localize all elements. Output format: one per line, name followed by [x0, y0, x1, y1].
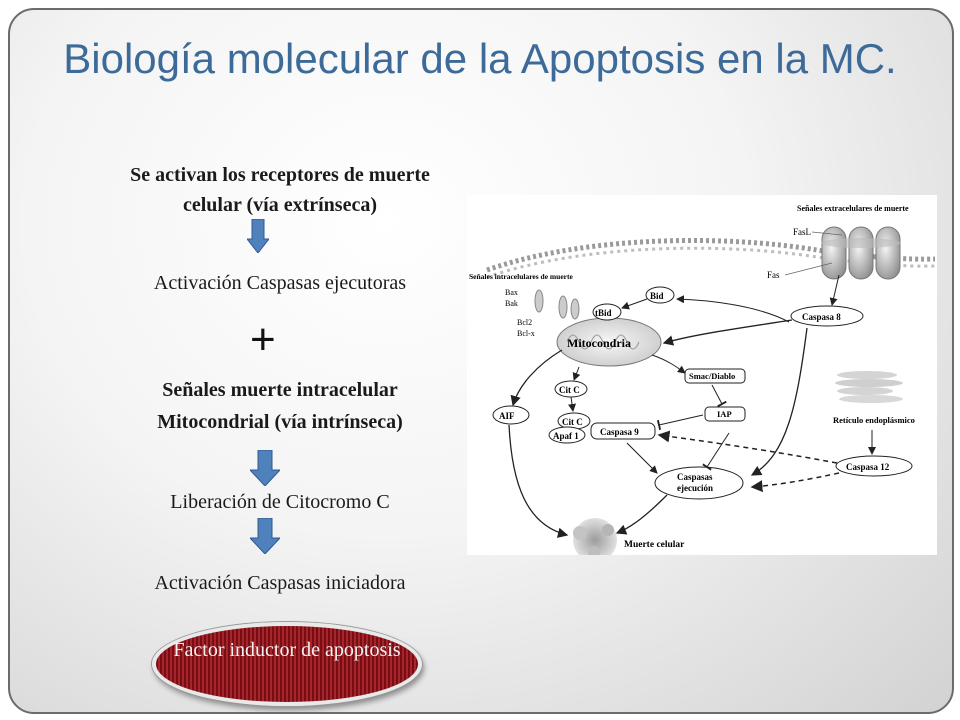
title-text-1: Biología molecular de la: [63, 35, 521, 82]
fasl-label: FasL: [793, 227, 811, 237]
step-cytochrome-release: Liberación de Citocromo C: [170, 491, 390, 513]
caspasa9-label: Caspasa 9: [600, 427, 639, 437]
slide-title: [40, 32, 920, 86]
aif-label: AIF: [499, 411, 515, 421]
caspasa12-label: Caspasa 12: [846, 462, 890, 472]
citc2-label: Cit C: [562, 417, 583, 427]
bcl2-label: Bcl2: [517, 318, 533, 327]
tbid-label: tBid: [595, 308, 612, 318]
bak-label: Bak: [505, 299, 518, 308]
casp-ejec-label-2: ejecución: [677, 483, 713, 493]
apaf-label: Apaf 1: [553, 431, 579, 441]
dead-cell-shape: [573, 518, 617, 555]
iap-label: IAP: [717, 409, 732, 419]
bax-label: Bax: [505, 288, 518, 297]
extrinsic-line-1: Se activan los receptores de muerte: [130, 164, 430, 186]
ext-signals-label: Señales extracelulares de muerte: [797, 204, 909, 213]
fas-receptor-group: [821, 227, 901, 279]
intrinsic-heading: [60, 374, 500, 438]
int-signals-label: Señales intracelulares de muerte: [469, 272, 573, 281]
extrinsic-heading: [60, 160, 500, 220]
down-arrow-icon: [250, 518, 280, 554]
bclx-label: Bcl-x: [517, 329, 535, 338]
smac-label: Smac/Diablo: [689, 371, 736, 381]
reticulo-label: Retículo endoplásmico: [833, 415, 915, 425]
title-text-apoptosis: Apoptosis: [520, 35, 706, 82]
intrinsic-line-1: Señales muerte intracelular: [162, 379, 398, 401]
mitochondria-label: Mitocondria: [567, 336, 631, 350]
apoptosis-factor-label: Factor inductor de apoptosis: [173, 639, 401, 661]
step-activation-initiator: Activación Caspasas iniciadora: [154, 572, 406, 594]
down-arrow-icon: [247, 219, 269, 253]
step-activation-executioner: Activación Caspasas ejecutoras: [153, 272, 407, 294]
intrinsic-line-2: Mitocondrial (vía intrínseca): [157, 411, 403, 433]
casp-ejec-label-1: Caspasas: [677, 472, 713, 482]
bid-label: Bid: [650, 291, 664, 301]
title-text-2: en la MC.: [705, 35, 897, 82]
down-arrow-icon: [250, 450, 280, 486]
extrinsic-line-2: celular (vía extrínseca): [182, 194, 377, 216]
fas-label: Fas: [767, 270, 780, 280]
muerte-label: Muerte celular: [624, 540, 685, 550]
caspasa8-label: Caspasa 8: [802, 312, 841, 322]
apoptosis-pathway-diagram: [467, 195, 937, 555]
plus-sign: +: [250, 315, 276, 364]
slide-frame: [8, 8, 954, 714]
citc1-label: Cit C: [559, 385, 580, 395]
er-shape: [835, 371, 903, 403]
apoptosis-factor-button[interactable]: [152, 622, 422, 706]
